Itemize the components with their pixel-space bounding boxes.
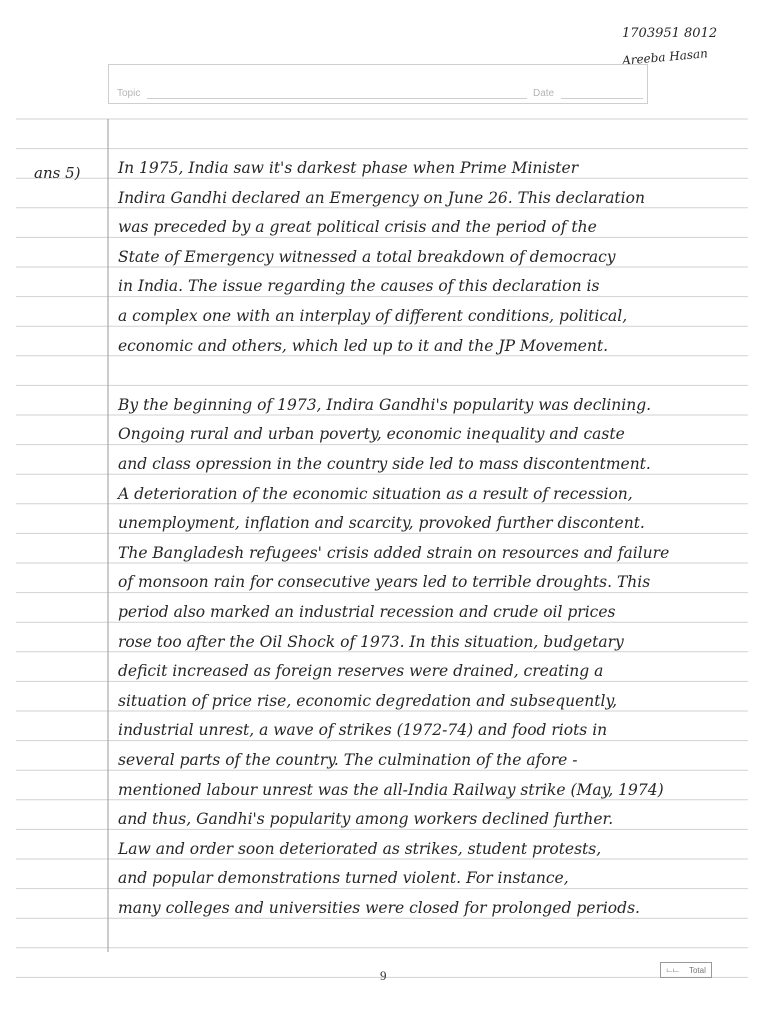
page-number: 9 — [380, 968, 387, 983]
answer-text-line: Indira Gandhi declared an Emergency on June 26. This declaration — [118, 188, 645, 207]
answer-text-line: in India. The issue regarding the causes of this declaration is — [118, 277, 600, 296]
answer-text-line: many colleges and universities were closed for prolonged periods. — [118, 899, 640, 917]
answer-text-line: a complex one with an interplay of different conditions, political, — [118, 307, 628, 325]
student-name-signature: Areeba Hasan — [621, 46, 709, 68]
answer-text-line: and popular demonstrations turned violent. For instance, — [118, 869, 569, 888]
topic-underline — [147, 98, 527, 99]
answer-label: ans 5) — [34, 164, 81, 182]
stamp-right-text: Total — [688, 965, 706, 975]
answer-text-line: In 1975, India saw it's darkest phase when Prime Minister — [118, 159, 579, 177]
answer-text-line: Law and order soon deteriorated as strikes, student protests, — [118, 839, 602, 858]
answer-text-line: industrial unrest, a wave of strikes (1972-74) and food riots in — [118, 721, 608, 740]
stamp-left-text: டட — [666, 965, 679, 974]
topic-date-box — [108, 64, 648, 104]
answer-text-line: unemployment, inflation and scarcity, provoked further discontent. — [118, 514, 645, 533]
answer-text-line: economic and others, which led up to it and the JP Movement. — [118, 336, 609, 355]
topic-label: Topic — [117, 88, 141, 99]
answer-text-line: Ongoing rural and urban poverty, economic inequality and caste — [118, 425, 625, 444]
answer-text-line: and class opression in the country side led to mass discontentment. — [118, 455, 651, 473]
answer-text-line: rose too after the Oil Shock of 1973. In this situation, budgetary — [118, 632, 624, 651]
roll-number: 1703951 8012 — [622, 26, 718, 41]
answer-text-line: The Bangladesh refugees' crisis added strain on resources and failure — [118, 543, 670, 562]
answer-text-line: situation of price rise, economic degredation and subsequently, — [118, 691, 618, 710]
answer-text-line: period also marked an industrial recession and crude oil prices — [118, 603, 616, 621]
answer-text-line: of monsoon rain for consecutive years led to terrible droughts. This — [118, 573, 651, 592]
answer-text-line: A deterioration of the economic situation as a result of recession, — [118, 484, 633, 503]
answer-text-line: mentioned labour unrest was the all-India Railway strike (May, 1974) — [118, 780, 664, 799]
answer-text-line: deficit increased as foreign reserves were drained, creating a — [118, 662, 604, 681]
answer-text-line: several parts of the country. The culmination of the afore - — [118, 751, 578, 769]
answer-text-line: State of Emergency witnessed a total breakdown of democracy — [118, 247, 616, 266]
answer-text-line: By the beginning of 1973, Indira Gandhi's popularity was declining. — [118, 395, 652, 414]
date-label: Date — [533, 88, 555, 99]
date-underline — [561, 98, 643, 99]
page-stamp — [660, 962, 712, 978]
answer-text-line: was preceded by a great political crisis and the period of the — [118, 218, 597, 237]
answer-text-line: and thus, Gandhi's popularity among workers declined further. — [118, 810, 614, 829]
